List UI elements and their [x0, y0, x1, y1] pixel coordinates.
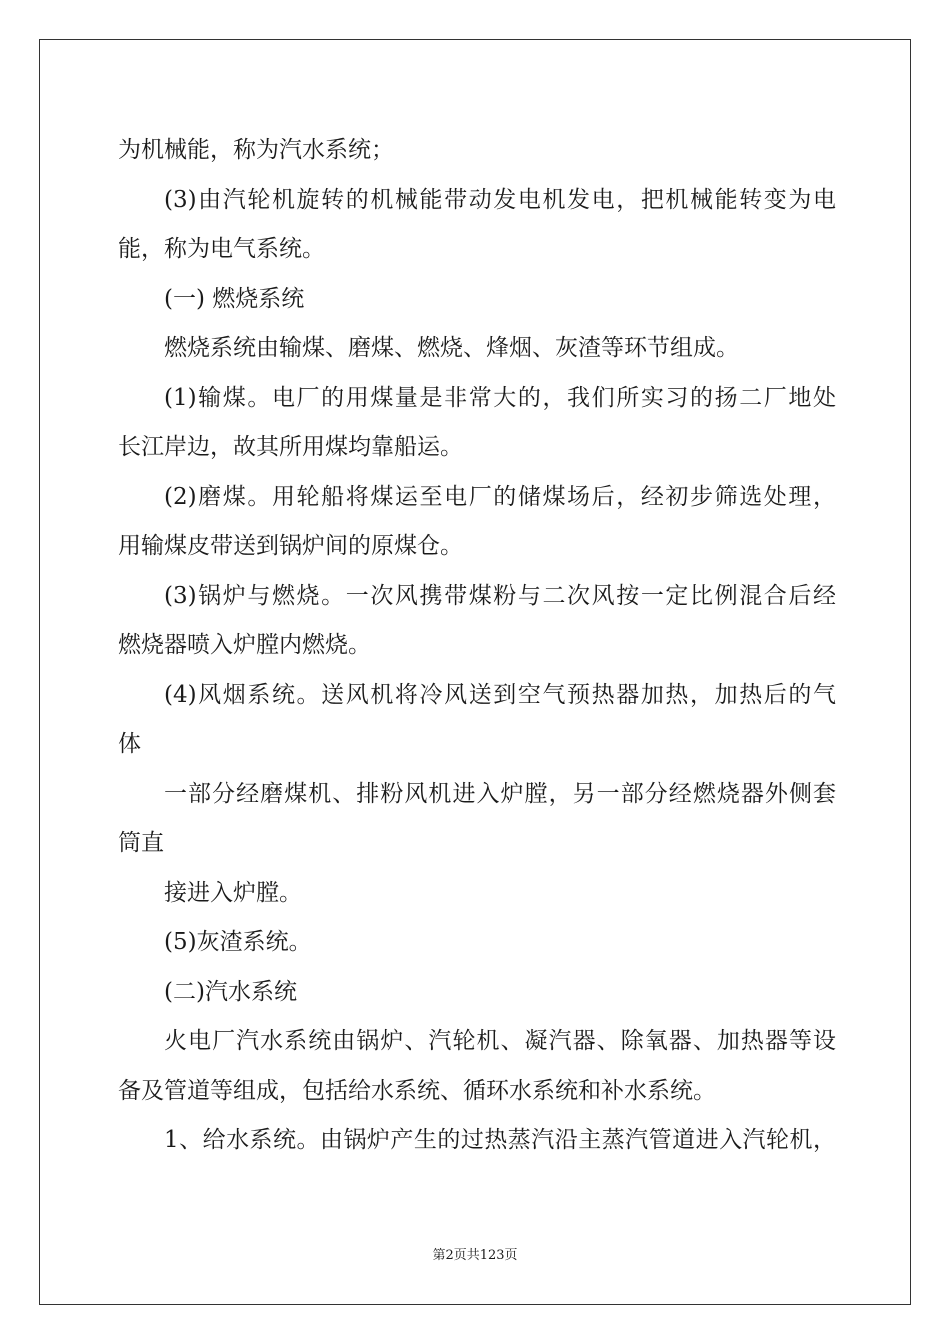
text-line: (3)由汽轮机旋转的机械能带动发电机发电，把机械能转变为电 [164, 186, 836, 213]
text-line: (一) 燃烧系统 [164, 285, 305, 312]
page-footer [0, 1244, 950, 1263]
page-number: 第2页 [432, 1248, 467, 1263]
text-line: (5)灰渣系统。 [164, 929, 312, 955]
text-line: 长江岸边，故其所用煤均靠船运。 [118, 434, 463, 460]
text-line: 火电厂汽水系统由锅炉、汽轮机、凝汽器、除氧器、加热器等设 [164, 1028, 836, 1054]
text-line: 燃烧系统由输煤、磨煤、燃烧、烽烟、灰渣等环节组成。 [164, 335, 739, 361]
text-line: (3)锅炉与燃烧。一次风携带煤粉与二次风按一定比例混合后经 [164, 582, 836, 609]
text-line: 1、给水系统。由锅炉产生的过热蒸汽沿主蒸汽管道进入汽轮机， [164, 1127, 836, 1153]
text-line: (二)汽水系统 [164, 978, 297, 1005]
text-line: 体 [118, 731, 141, 757]
text-line: 一部分经磨煤机、排粉风机进入炉膛，另一部分经燃烧器外侧套 [164, 780, 836, 807]
text-line: 能，称为电气系统。 [118, 236, 325, 262]
text-line: (4)风烟系统。送风机将冷风送到空气预热器加热，加热后的气 [164, 681, 836, 708]
text-line: 筒直 [118, 830, 164, 856]
text-line: 用输煤皮带送到锅炉间的原煤仓。 [118, 533, 463, 559]
text-line: 备及管道等组成，包括给水系统、循环水系统和补水系统。 [118, 1077, 716, 1104]
text-line: 为机械能，称为汽水系统； [118, 137, 394, 163]
text-line: 燃烧器喷入炉膛内燃烧。 [118, 632, 371, 658]
document-body [118, 126, 836, 1166]
total-pages: 共123页 [466, 1248, 518, 1263]
text-line: (2)磨煤。用轮船将煤运至电厂的储煤场后，经初步筛选处理， [164, 483, 836, 510]
text-line: (1)输煤。电厂的用煤量是非常大的，我们所实习的扬二厂地处 [164, 384, 836, 411]
text-line: 接进入炉膛。 [164, 879, 302, 906]
